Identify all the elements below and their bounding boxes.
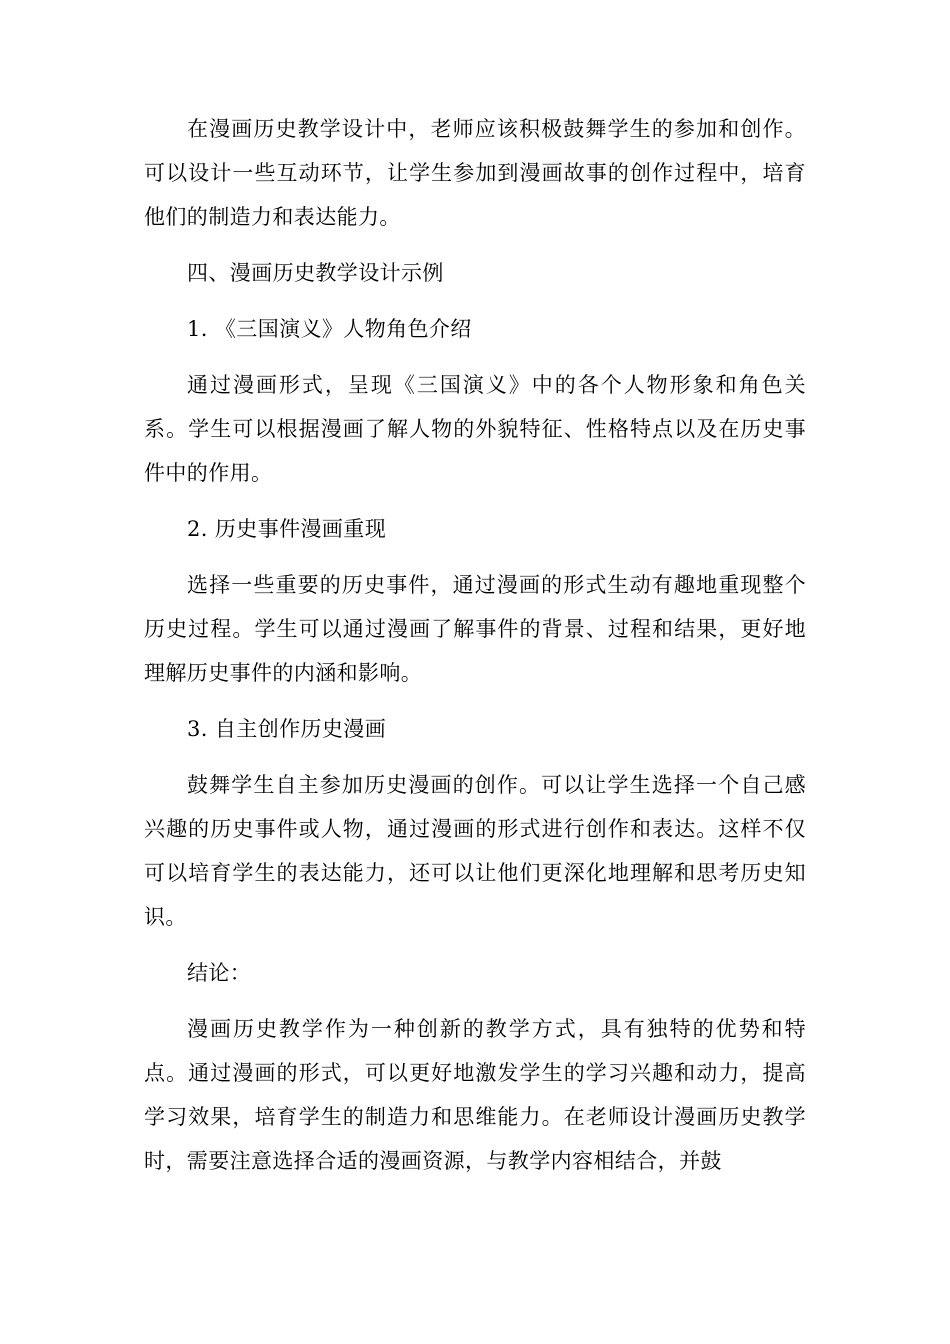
subheading-three-kingdoms: 1. 《三国演义》人物角色介绍 <box>187 317 472 341</box>
paragraph-three-kingdoms: 通过漫画形式，呈现《三国演义》中的各个人物形象和角色关系。学生可以根据漫画了解人物的外貌特征、性格特点以及在历史事件中的作用。 <box>144 373 806 485</box>
paragraph-history-events: 选择一些重要的历史事件，通过漫画的形式生动有趣地重现整个历史过程。学生可以通过漫画了解事件的背景、过程和结果，更好地理解历史事件的内涵和影响。 <box>144 573 806 685</box>
section-heading-examples: 四、漫画历史教学设计示例 <box>187 261 444 285</box>
heading-conclusion: 结论： <box>187 961 252 985</box>
paragraph-encourage-participation: 在漫画历史教学设计中，老师应该积极鼓舞学生的参加和创作。可以设计一些互动环节，让学生参加到漫画故事的创作过程中，培育他们的制造力和表达能力。 <box>144 117 806 229</box>
paragraph-conclusion: 漫画历史教学作为一种创新的教学方式，具有独特的优势和特点。通过漫画的形式，可以更好地激发学生的学习兴趣和动力，提高学习效果，培育学生的制造力和思维能力。在老师设计漫画历史教学时，需要注意选择合适的漫画资源，与教学内容相结合，并鼓 <box>144 1017 806 1173</box>
paragraph-self-creation: 鼓舞学生自主参加历史漫画的创作。可以让学生选择一个自己感兴趣的历史事件或人物，通过漫画的形式进行创作和表达。这样不仅可以培育学生的表达能力，还可以让他们更深化地理解和思考历史知识。 <box>144 773 806 929</box>
subheading-history-events: 2. 历史事件漫画重现 <box>187 517 387 541</box>
subheading-self-creation: 3. 自主创作历史漫画 <box>187 717 387 741</box>
document-body <box>144 107 806 1183</box>
